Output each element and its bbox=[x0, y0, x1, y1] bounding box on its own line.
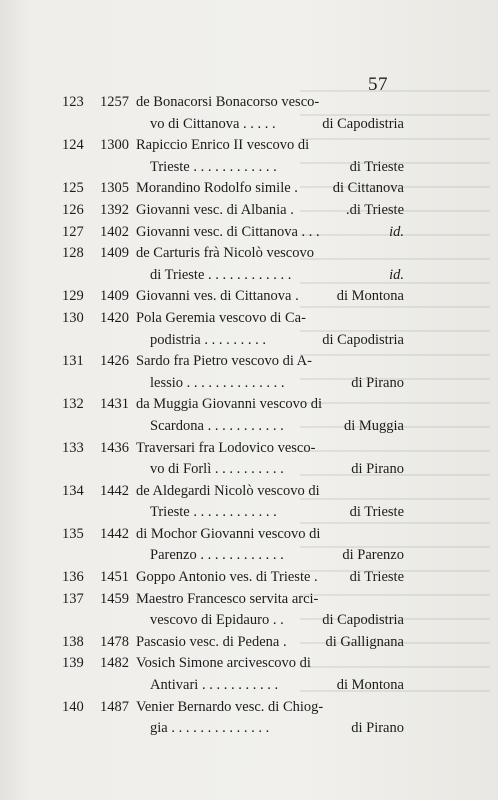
entry-number: 133 bbox=[62, 439, 84, 456]
entry-text: Trieste . . . . . . . . . . . . bbox=[150, 504, 277, 521]
entry-place: .di Trieste bbox=[345, 201, 404, 218]
entry-year: 1478 bbox=[100, 633, 129, 650]
entry-year: 1420 bbox=[100, 309, 129, 326]
entry-number: 134 bbox=[62, 482, 84, 499]
list-entry bbox=[0, 243, 498, 286]
entry-place: di Gallignana bbox=[325, 633, 404, 650]
entry-place: di Trieste bbox=[349, 569, 404, 586]
entry-line bbox=[0, 330, 498, 352]
list-entry bbox=[0, 481, 498, 524]
entry-text: Giovanni ves. di Cittanova . bbox=[136, 288, 299, 305]
list-entry bbox=[0, 222, 498, 244]
entry-place: di Trieste bbox=[349, 158, 404, 175]
entry-line bbox=[0, 92, 498, 114]
page-number: 57 bbox=[368, 74, 388, 95]
entry-text: Giovanni vesc. di Albania . bbox=[136, 201, 294, 218]
entry-place: di Montona bbox=[336, 288, 404, 305]
entry-number: 125 bbox=[62, 180, 84, 197]
entry-number: 138 bbox=[62, 633, 84, 650]
entry-number: 132 bbox=[62, 396, 84, 413]
list-entry bbox=[0, 567, 498, 589]
entry-line bbox=[0, 632, 498, 654]
entry-line bbox=[0, 459, 498, 481]
entry-text: Morandino Rodolfo simile . bbox=[136, 180, 298, 197]
entry-line bbox=[0, 438, 498, 460]
entry-number: 130 bbox=[62, 309, 84, 326]
entry-line bbox=[0, 135, 498, 157]
entry-number: 127 bbox=[62, 223, 84, 240]
entry-number: 129 bbox=[62, 288, 84, 305]
entry-place: di Montona bbox=[336, 677, 404, 694]
entry-place: di Capodistria bbox=[322, 612, 404, 629]
entry-number: 139 bbox=[62, 655, 84, 672]
list-entry bbox=[0, 286, 498, 308]
entry-year: 1305 bbox=[100, 180, 129, 197]
entry-line bbox=[0, 157, 498, 179]
entry-line bbox=[0, 675, 498, 697]
entry-text: di Mochor Giovanni vescovo di bbox=[136, 525, 321, 542]
entry-text: de Bonacorsi Bonacorso vesco- bbox=[136, 94, 320, 110]
entry-place: di Pirano bbox=[351, 461, 404, 478]
entry-line bbox=[0, 524, 498, 546]
entry-text: vo di Forlì . . . . . . . . . . bbox=[150, 461, 284, 478]
entry-line bbox=[0, 308, 498, 330]
entry-year: 1431 bbox=[100, 396, 129, 413]
list-entry bbox=[0, 653, 498, 696]
entry-year: 1482 bbox=[100, 655, 129, 672]
entry-line bbox=[0, 200, 498, 222]
entry-year: 1442 bbox=[100, 525, 129, 542]
entry-place: di Trieste bbox=[349, 504, 404, 521]
entry-number: 124 bbox=[62, 137, 84, 154]
list-entry bbox=[0, 135, 498, 178]
entry-text: Vosich Simone arcivescovo di bbox=[136, 655, 311, 672]
entry-line bbox=[0, 265, 498, 287]
list-entry bbox=[0, 697, 498, 740]
entry-year: 1426 bbox=[100, 353, 129, 370]
entry-line bbox=[0, 589, 498, 611]
list-entry bbox=[0, 178, 498, 200]
entry-number: 123 bbox=[62, 94, 84, 110]
entry-text: Venier Bernardo vesc. di Chiog- bbox=[136, 698, 324, 715]
entry-year: 1459 bbox=[100, 590, 129, 607]
entry-year: 1487 bbox=[100, 698, 129, 715]
entry-text: Traversari fra Lodovico vesco- bbox=[136, 439, 316, 456]
list-entry bbox=[0, 394, 498, 437]
entry-place: di Pirano bbox=[351, 374, 404, 391]
entry-text: de Carturis frà Nicolò vescovo bbox=[136, 245, 314, 262]
entry-year: 1442 bbox=[100, 482, 129, 499]
entry-line bbox=[0, 394, 498, 416]
entry-number: 140 bbox=[62, 698, 84, 715]
list-entry bbox=[0, 589, 498, 632]
entry-text: Sardo fra Pietro vescovo di A- bbox=[136, 353, 312, 370]
bishop-list bbox=[0, 92, 498, 740]
entry-number: 135 bbox=[62, 525, 84, 542]
entry-text: de Aldegardi Nicolò vescovo di bbox=[136, 482, 320, 499]
entry-line bbox=[0, 697, 498, 719]
list-entry bbox=[0, 308, 498, 351]
entry-line bbox=[0, 286, 498, 308]
entry-text: Giovanni vesc. di Cittanova . . . bbox=[136, 223, 320, 240]
entry-text: vo di Cittanova . . . . . bbox=[150, 115, 276, 132]
list-entry bbox=[0, 438, 498, 481]
entry-line bbox=[0, 243, 498, 265]
entry-number: 136 bbox=[62, 569, 84, 586]
entry-text: podistria . . . . . . . . . bbox=[150, 331, 266, 348]
entry-line bbox=[0, 222, 498, 244]
entry-line bbox=[0, 718, 498, 740]
entry-text: vescovo di Epidauro . . bbox=[150, 612, 284, 629]
list-entry bbox=[0, 351, 498, 394]
entry-text: gia . . . . . . . . . . . . . . bbox=[150, 720, 270, 737]
entry-year: 1402 bbox=[100, 223, 129, 240]
entry-text: Pascasio vesc. di Pedena . bbox=[136, 633, 287, 650]
entry-number: 128 bbox=[62, 245, 84, 262]
entry-year: 1409 bbox=[100, 245, 129, 262]
entry-text: Trieste . . . . . . . . . . . . bbox=[150, 158, 277, 175]
entry-line bbox=[0, 416, 498, 438]
entry-year: 1436 bbox=[100, 439, 129, 456]
entry-line bbox=[0, 502, 498, 524]
entry-place: di Cittanova bbox=[332, 180, 404, 197]
entry-text: Scardona . . . . . . . . . . . bbox=[150, 417, 284, 434]
entry-line bbox=[0, 653, 498, 675]
entry-line bbox=[0, 114, 498, 136]
entry-year: 1257 bbox=[100, 94, 129, 110]
list-entry bbox=[0, 92, 498, 135]
entry-text: di Trieste . . . . . . . . . . . . bbox=[150, 266, 292, 283]
entry-year: 1300 bbox=[100, 137, 129, 154]
entry-text: Goppo Antonio ves. di Trieste . bbox=[136, 569, 318, 586]
entry-line bbox=[0, 545, 498, 567]
entry-text: Pola Geremia vescovo di Ca- bbox=[136, 309, 306, 326]
entry-line bbox=[0, 178, 498, 200]
list-entry bbox=[0, 200, 498, 222]
list-entry bbox=[0, 632, 498, 654]
entry-line bbox=[0, 610, 498, 632]
entry-line bbox=[0, 567, 498, 589]
entry-text: Parenzo . . . . . . . . . . . . bbox=[150, 547, 284, 564]
entry-number: 131 bbox=[62, 353, 84, 370]
entry-place: id. bbox=[389, 223, 404, 240]
entry-place: id. bbox=[389, 266, 404, 283]
entry-place: di Muggia bbox=[343, 417, 404, 434]
entry-year: 1392 bbox=[100, 201, 129, 218]
entry-text: da Muggia Giovanni vescovo di bbox=[136, 396, 323, 413]
entry-text: Maestro Francesco servita arci- bbox=[136, 590, 319, 607]
entry-text: Antivari . . . . . . . . . . . bbox=[150, 677, 279, 694]
entry-year: 1409 bbox=[100, 288, 129, 305]
entry-place: di Capodistria bbox=[322, 331, 404, 348]
entry-place: di Capodistria bbox=[322, 115, 404, 132]
entry-place: di Parenzo bbox=[342, 547, 404, 564]
entry-number: 137 bbox=[62, 590, 84, 607]
entry-text: lessio . . . . . . . . . . . . . . bbox=[150, 374, 285, 391]
entry-text: Rapiccio Enrico II vescovo di bbox=[136, 137, 310, 154]
entry-year: 1451 bbox=[100, 569, 129, 586]
entry-number: 126 bbox=[62, 201, 84, 218]
entry-line bbox=[0, 481, 498, 503]
entry-place: di Pirano bbox=[351, 720, 404, 737]
entry-line bbox=[0, 351, 498, 373]
entry-line bbox=[0, 373, 498, 395]
list-entry bbox=[0, 524, 498, 567]
